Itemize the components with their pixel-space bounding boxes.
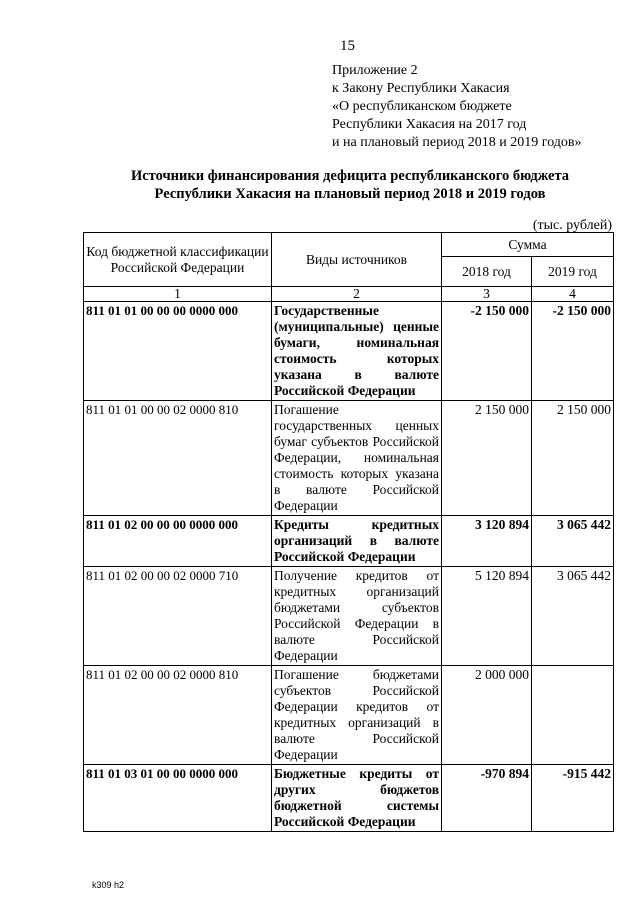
header-code: Код бюджетной классификации Российской Федерации [84, 233, 272, 287]
value-2018-cell: -970 894 [442, 765, 532, 832]
description-cell: Государственные (муниципальные) ценные бумаги, номинальная стоимость которых указана в валюте Российской Федерации [272, 302, 442, 401]
header-row [84, 233, 614, 257]
value-2018-cell: 2 000 000 [442, 666, 532, 765]
table-row [84, 302, 614, 401]
value-2018-cell: 5 120 894 [442, 567, 532, 666]
description-cell: Кредиты кредитных организаций в валюте Российской Федерации [272, 516, 442, 567]
index-cell: 3 [442, 287, 532, 302]
page-number: 15 [340, 38, 355, 54]
appendix-line: к Закону Республики Хакасия [332, 81, 510, 96]
value-2019-cell [532, 666, 614, 765]
code-cell: 811 01 02 00 00 00 0000 000 [84, 516, 272, 567]
value-2018-cell: 3 120 894 [442, 516, 532, 567]
document-title [80, 167, 620, 203]
index-cell: 2 [272, 287, 442, 302]
value-2018-cell: 2 150 000 [442, 401, 532, 516]
title-line: Республики Хакасия на плановый период 2018 и 2019 годов [154, 186, 546, 202]
header-2019: 2019 год [532, 257, 614, 287]
code-cell: 811 01 02 00 00 02 0000 810 [84, 666, 272, 765]
header-sum: Сумма [442, 233, 614, 257]
value-2019-cell: -915 442 [532, 765, 614, 832]
sources-table [83, 232, 614, 832]
value-2018-cell: -2 150 000 [442, 302, 532, 401]
code-cell: 811 01 03 01 00 00 0000 000 [84, 765, 272, 832]
table-row [84, 401, 614, 516]
table-row [84, 567, 614, 666]
value-2019-cell: 2 150 000 [532, 401, 614, 516]
appendix-line: «О республиканском бюджете [332, 99, 512, 114]
value-2019-cell: -2 150 000 [532, 302, 614, 401]
appendix-block [332, 62, 582, 152]
table-row [84, 516, 614, 567]
value-2019-cell: 3 065 442 [532, 567, 614, 666]
appendix-line: Республики Хакасия на 2017 год [332, 117, 527, 132]
value-2019-cell: 3 065 442 [532, 516, 614, 567]
table-row [84, 765, 614, 832]
header-kind: Виды источников [272, 233, 442, 287]
code-cell: 811 01 02 00 00 02 0000 710 [84, 567, 272, 666]
description-cell: Бюджетные кредиты от других бюджетов бюджетной системы Российской Федерации [272, 765, 442, 832]
index-cell: 4 [532, 287, 614, 302]
appendix-line: Приложение 2 [332, 63, 418, 78]
description-cell: Погашение бюджетами субъектов Российской Федерации кредитов от кредитных организаций в валюте Российской Федерации [272, 666, 442, 765]
footer-code: k309 h2 [92, 880, 125, 890]
description-cell: Получение кредитов от кредитных организаций бюджетами субъектов Российской Федерации в валюте Российской Федерации [272, 567, 442, 666]
table-row [84, 666, 614, 765]
code-cell: 811 01 01 00 00 02 0000 810 [84, 401, 272, 516]
units-label: (тыс. рублей) [532, 218, 612, 233]
index-row [84, 287, 614, 302]
description-cell: Погашение государственных ценных бумаг субъектов Российской Федерации, номинальная стоимость которых указана в валюте Российской Федерации [272, 401, 442, 516]
header-2018: 2018 год [442, 257, 532, 287]
index-cell: 1 [84, 287, 272, 302]
title-line: Источники финансирования дефицита республиканского бюджета [130, 168, 570, 184]
appendix-line: и на плановый период 2018 и 2019 годов» [332, 135, 582, 150]
code-cell: 811 01 01 00 00 00 0000 000 [84, 302, 272, 401]
